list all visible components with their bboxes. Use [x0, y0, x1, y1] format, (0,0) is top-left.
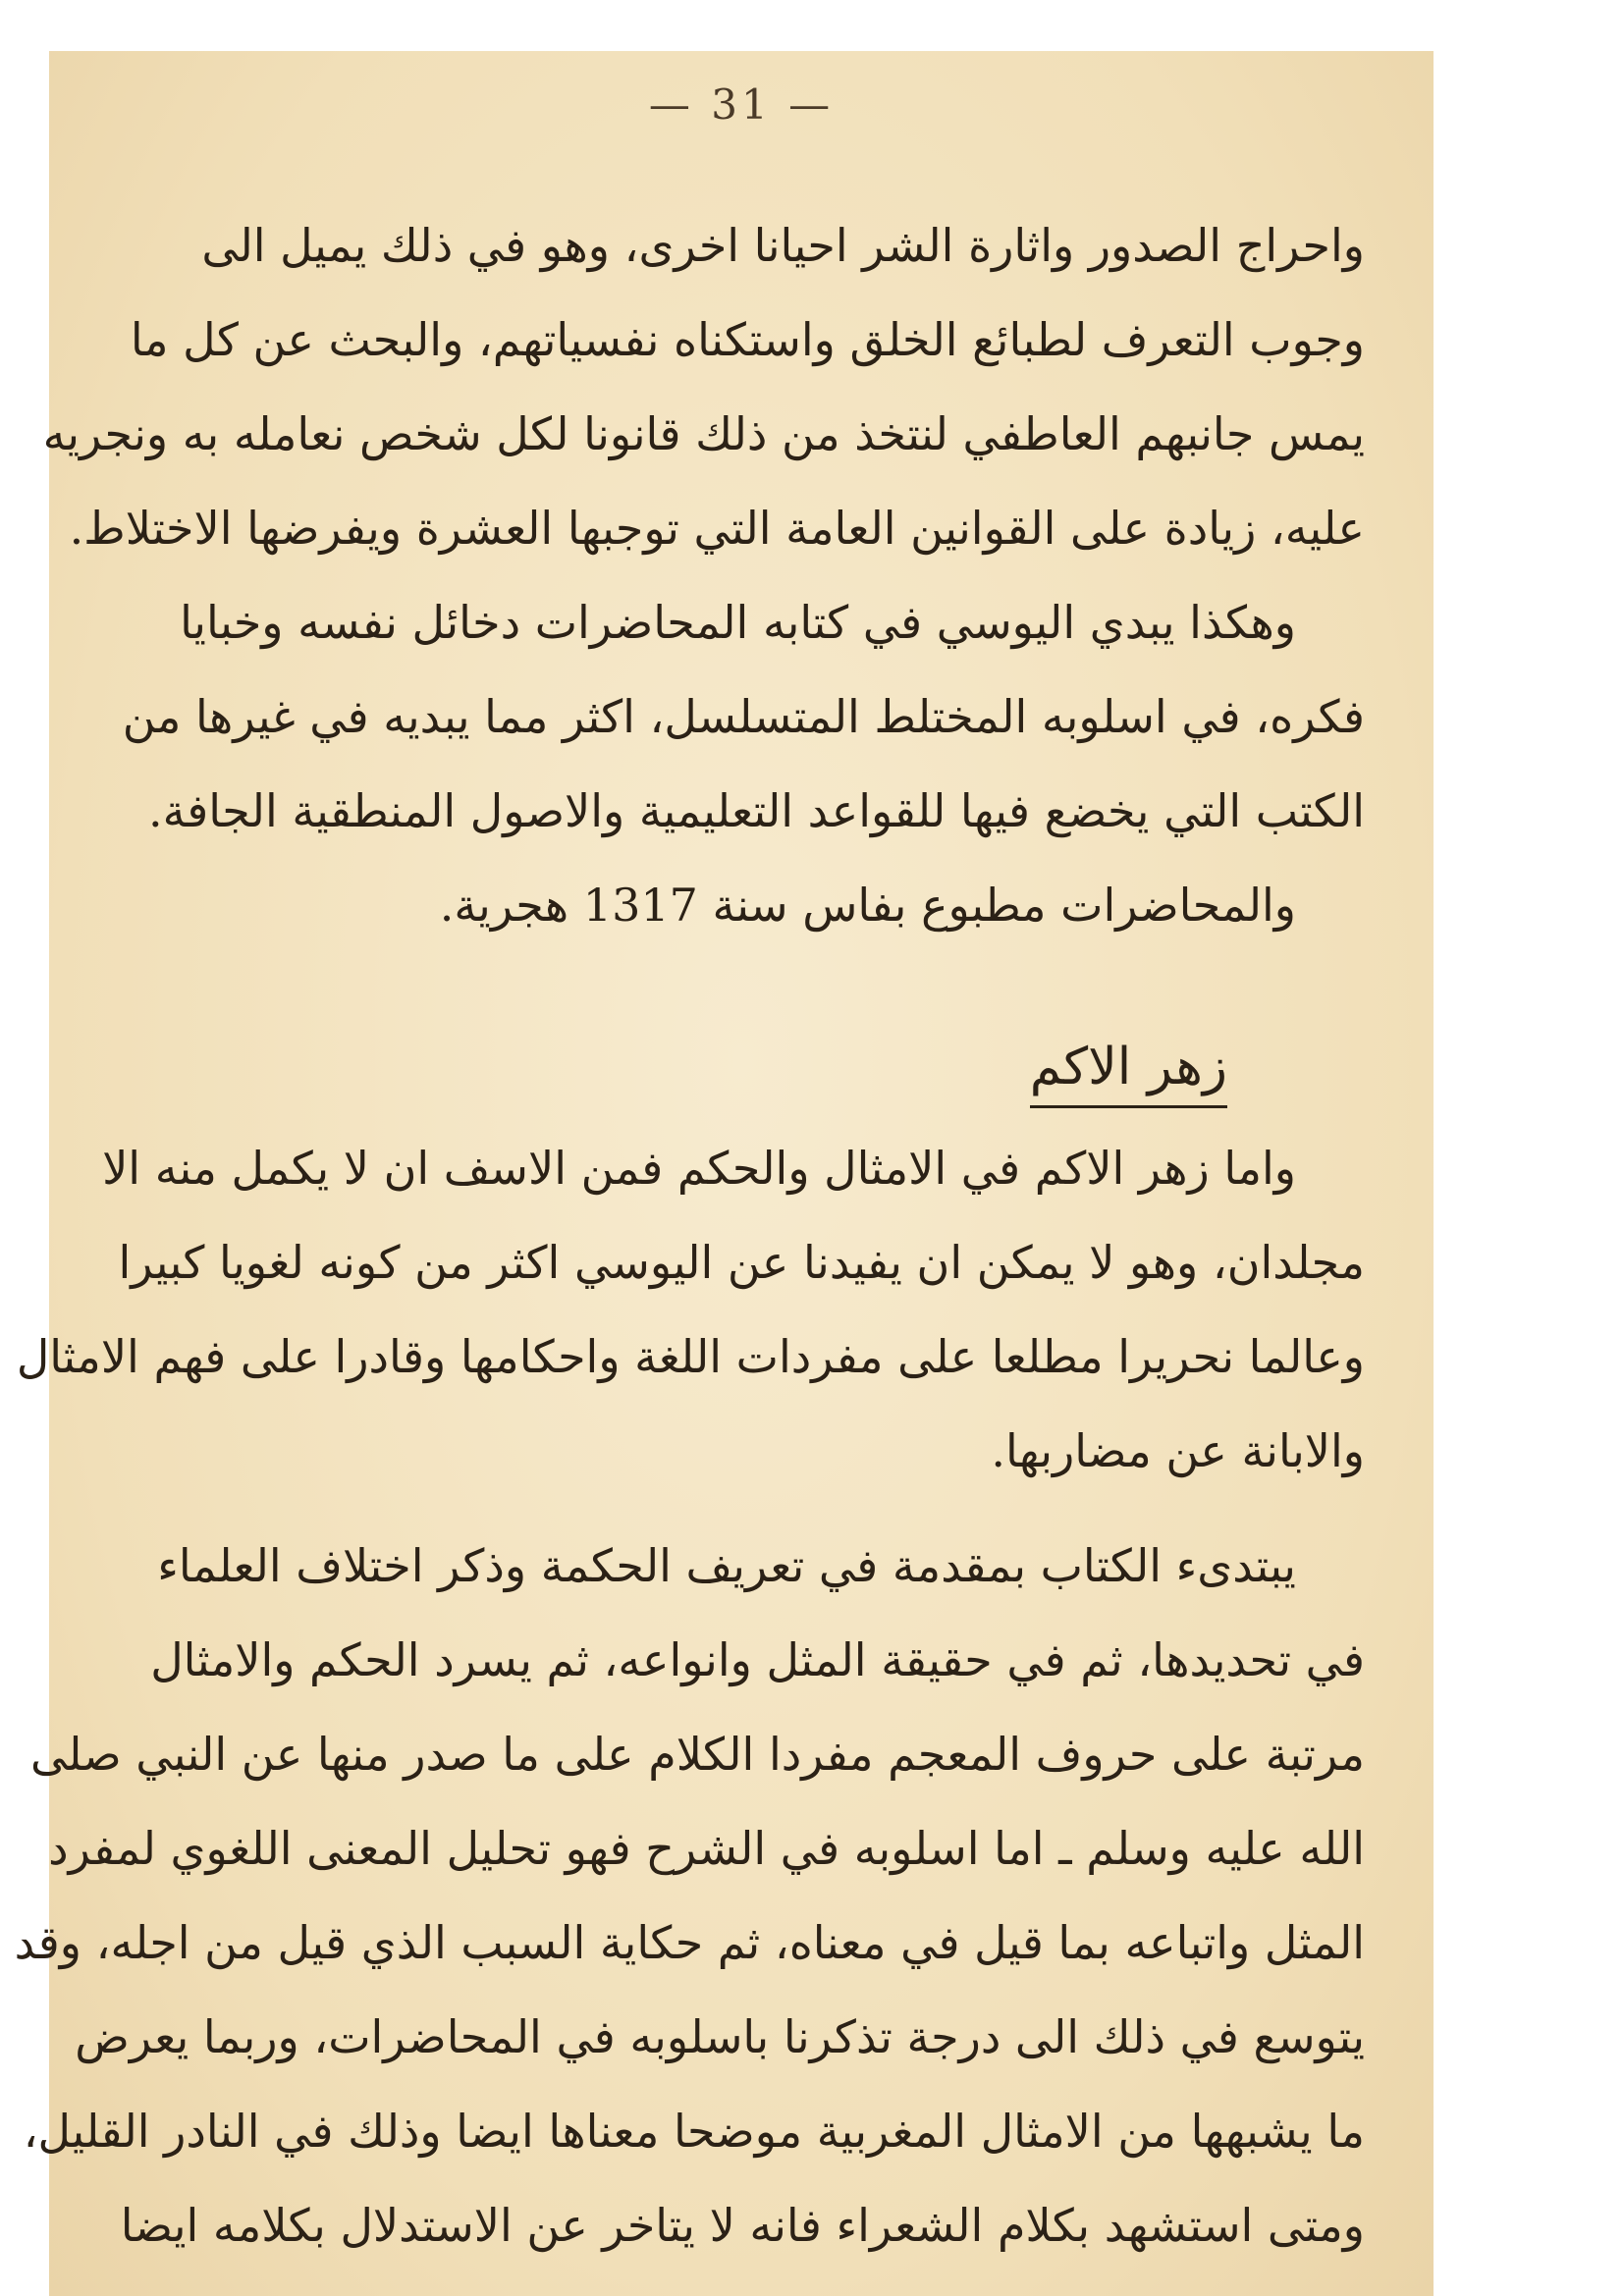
text-line: والمحاضرات مطبوع بفاس سنة 1317 هجرية. [439, 879, 1296, 932]
text-block-bottom [14, 1519, 1365, 2272]
text-line: مجلدان، وهو لا يمكن ان يفيدنا عن اليوسي اكثر من كونه لغويا كبيرا [118, 1236, 1365, 1289]
book-page [14, 51, 1434, 2296]
text-line: الله عليه وسلم ـ اما اسلوبه في الشرح فهو تحليل المعنى اللغوي لمفرد [48, 1822, 1365, 1875]
page-number: — 31 — [648, 80, 835, 129]
text-line: يمس جانبهم العاطفي لنتخذ من ذلك قانونا لكل شخص نعامله به ونجريه [42, 407, 1365, 460]
text-line: وجوب التعرف لطبائع الخلق واستكناه نفسياتهم، والبحث عن كل ما [130, 313, 1365, 366]
section-heading: زهر الاكم [1030, 1033, 1227, 1108]
text-line: يتوسع في ذلك الى درجة تذكرنا باسلوبه في المحاضرات، وربما يعرض [75, 2010, 1365, 2063]
text-line: واحراج الصدور واثارة الشر احيانا اخرى، وهو في ذلك يميل الى [201, 219, 1365, 272]
text-line: مرتبة على حروف المعجم مفردا الكلام على ما صدر منها عن النبي صلى [30, 1728, 1365, 1781]
text-line: المثل واتباعه بما قيل في معناه، ثم حكاية السبب الذي قيل من اجله، وقد [14, 1916, 1365, 1969]
text-line: فكره، في اسلوبه المختلط المتسلسل، اكثر مما يبديه في غيرها من [122, 690, 1365, 743]
text-line: وهكذا يبدي اليوسي في كتابه المحاضرات دخائل نفسه وخبايا [180, 596, 1296, 649]
text-line: يبتدىء الكتاب بمقدمة في تعريف الحكمة وذكر اختلاف العلماء [157, 1539, 1296, 1592]
text-line: الكتب التي يخضع فيها للقواعد التعليمية والاصول المنطقية الجافة. [147, 784, 1365, 837]
text-line: وعالما نحريرا مطلعا على مفردات اللغة واحكامها وقادرا على فهم الامثال [16, 1330, 1365, 1383]
text-line: والابانة عن مضاربها. [991, 1424, 1365, 1477]
text-line: عليه، زيادة على القوانين العامة التي توجبها العشرة ويفرضها الاختلاط. [69, 502, 1365, 555]
text-line: ما يشبهها من الامثال المغربية موضحا معناها ايضا وذلك في النادر القليل، [23, 2105, 1365, 2158]
text-line: في تحديدها، ثم في حقيقة المثل وانواعه، ثم يسرد الحكم والامثال [150, 1633, 1365, 1686]
text-block-middle [16, 1121, 1365, 1498]
text-line: ومتى استشهد بكلام الشعراء فانه لا يتاخر عن الاستدلال بكلامه ايضا [120, 2199, 1365, 2252]
text-line: واما زهر الاكم في الامثال والحكم فمن الاسف ان لا يكمل منه الا [102, 1142, 1296, 1195]
text-block-top [42, 198, 1365, 952]
